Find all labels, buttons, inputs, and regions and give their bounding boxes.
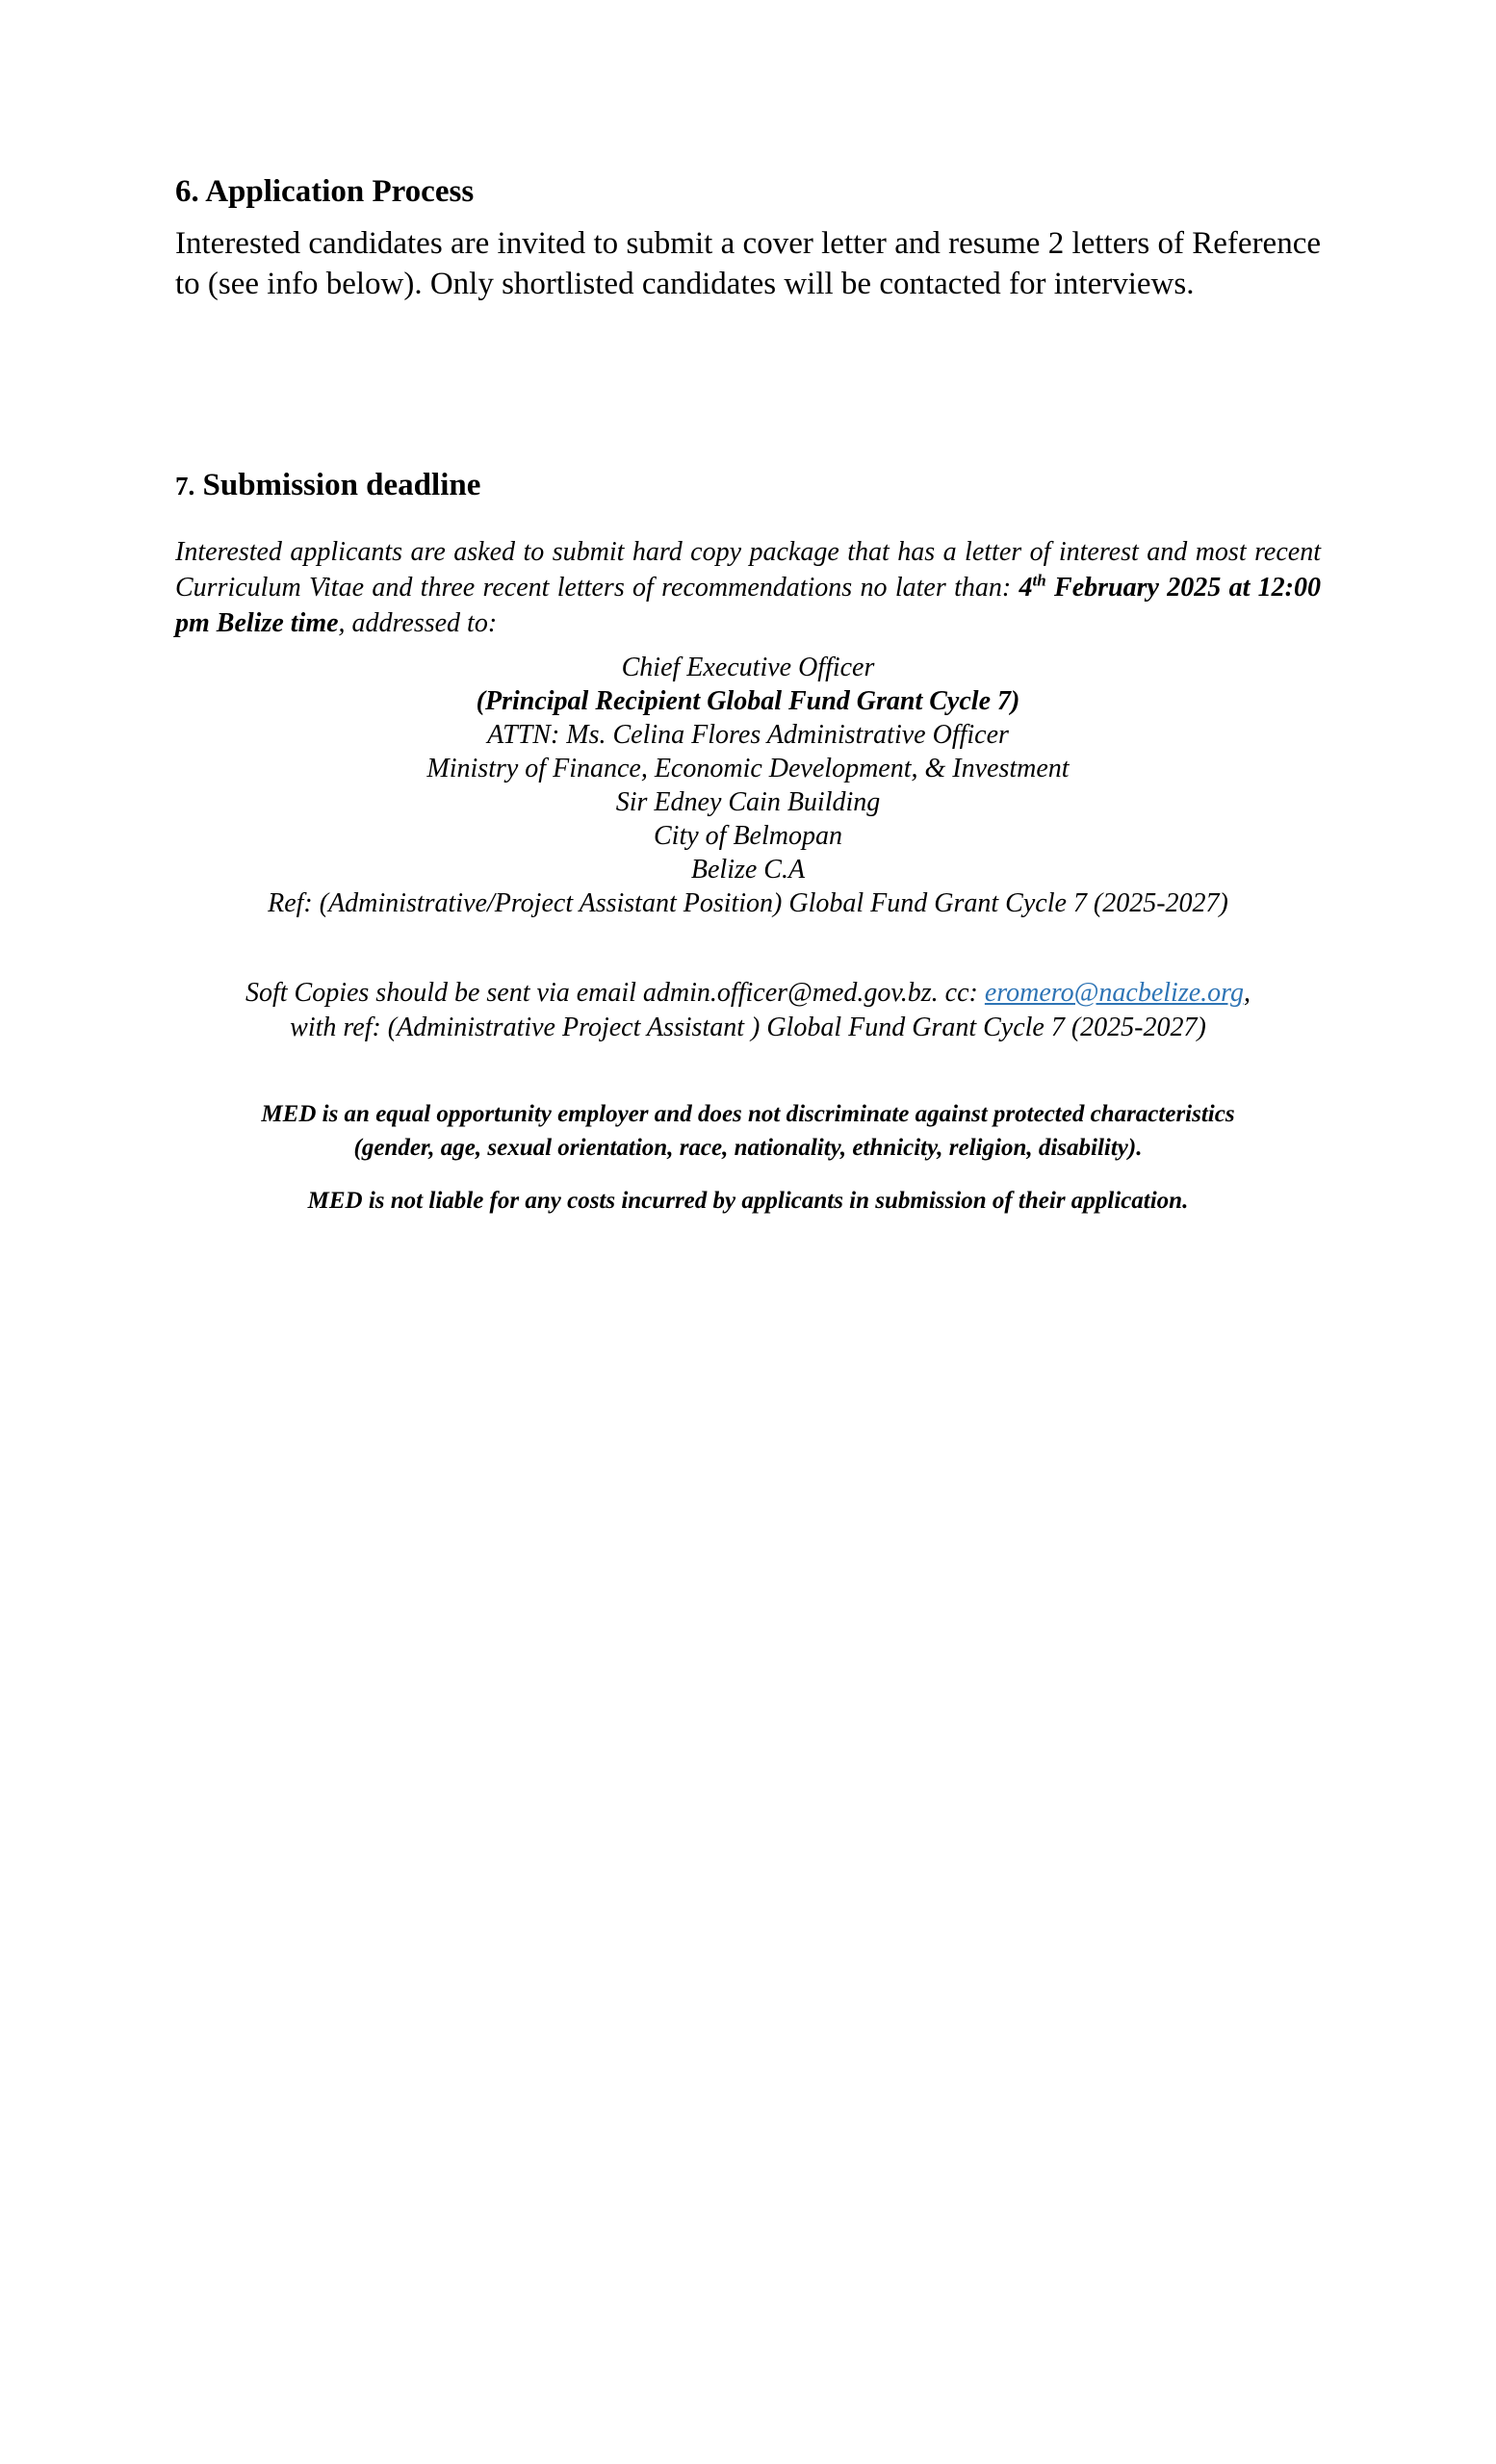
liability-notice: MED is not liable for any costs incurred by applicants in submission of their application. <box>307 1187 1189 1214</box>
address-line-ministry: Ministry of Finance, Economic Development, & Investment <box>426 753 1070 783</box>
section-application-process <box>175 173 1321 304</box>
addressed-to: , addressed to: <box>338 607 498 638</box>
soft-copies-prefix: Soft Copies should be sent via email admin.officer@med.gov.bz. cc: <box>245 977 985 1008</box>
section-7-heading <box>175 467 1321 505</box>
deadline-suffix: th <box>1032 571 1046 590</box>
submission-instructions <box>175 534 1321 641</box>
soft-copies-line-2: with ref: (Administrative Project Assistant ) Global Fund Grant Cycle 7 (2025-2027) <box>290 1012 1206 1042</box>
section-6-body: Interested candidates are invited to submit a cover letter and resume 2 letters of Reference to (see info below). Only shortlisted candidates will be contacted for interviews. <box>175 225 1321 301</box>
cc-email-link[interactable]: eromero@nacbelize.org <box>984 977 1245 1008</box>
soft-copies-comma: , <box>1244 977 1251 1008</box>
equal-opportunity-notice <box>175 1097 1321 1165</box>
address-line-recipient: Chief Executive Officer <box>621 652 875 682</box>
address-line-reference: Ref: (Administrative/Project Assistant Position) Global Fund Grant Cycle 7 (2025-2027) <box>268 887 1228 918</box>
address-line-country: Belize C.A <box>690 854 806 885</box>
section-6-title: Application Process <box>205 174 475 209</box>
address-line-building: Sir Edney Cain Building <box>615 786 881 817</box>
address-line-city: City of Belmopan <box>654 820 842 851</box>
soft-copies-line-1 <box>175 976 1321 1011</box>
section-7-number: 7. <box>175 472 195 500</box>
soft-copies-instructions <box>175 976 1321 1045</box>
deadline-rest: February 2025 at 12:00 pm Belize time <box>175 572 1321 638</box>
section-6-number: 6. <box>175 174 199 209</box>
address-line-attn: ATTN: Ms. Celina Flores Administrative Officer <box>487 719 1009 750</box>
equal-opportunity-line-1: MED is an equal opportunity employer and does not discriminate against protected characteristics <box>261 1100 1235 1127</box>
submission-intro: Interested applicants are asked to submit hard copy package that has a letter of interest and most recent Curriculum Vitae and three recent letters of recommendations no later than: <box>175 536 1321 603</box>
section-6-heading <box>175 173 1321 212</box>
address-line-program: (Principal Recipient Global Fund Grant Cycle 7) <box>476 685 1020 716</box>
deadline-day: 4 <box>1019 572 1033 603</box>
mailing-address <box>175 651 1321 920</box>
equal-opportunity-line-2: (gender, age, sexual orientation, race, nationality, ethnicity, religion, disability). <box>353 1134 1143 1161</box>
section-7-title: Submission deadline <box>202 468 481 502</box>
section-submission-deadline <box>175 467 1321 1218</box>
